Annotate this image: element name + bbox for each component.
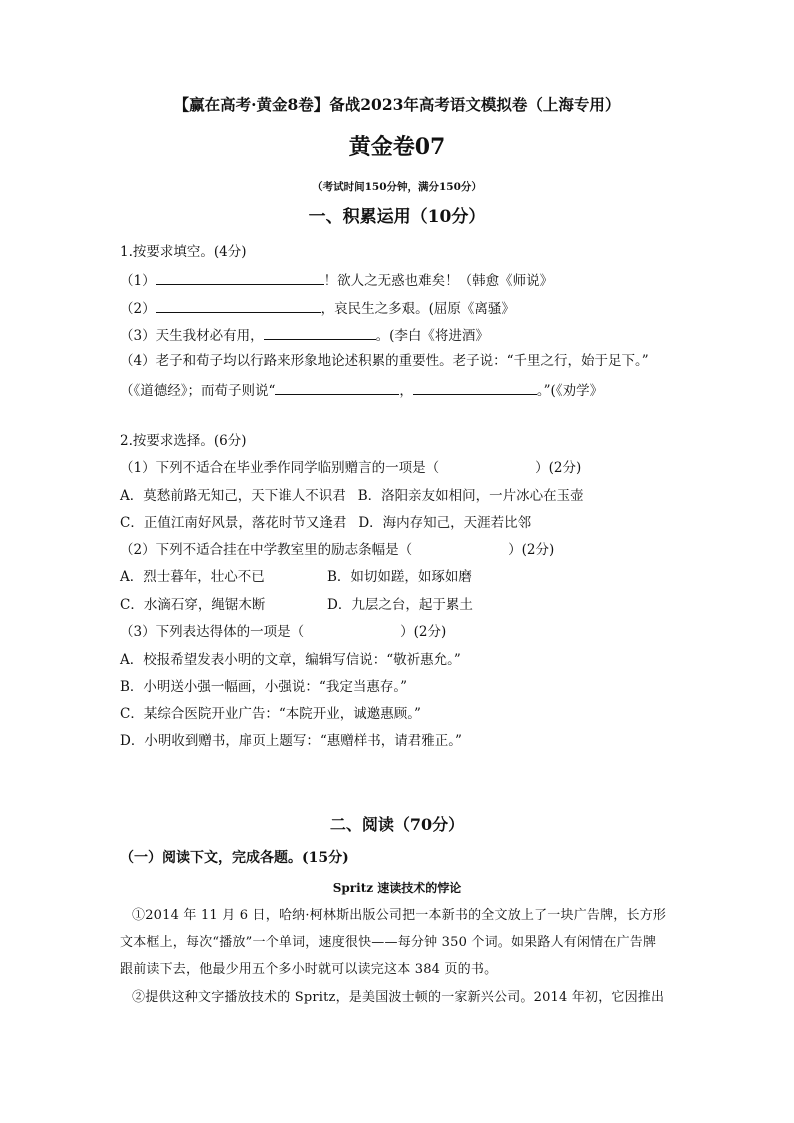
- q2-sub2-option-b: B．如切如蹉，如琢如磨: [327, 569, 472, 585]
- q2-sub1-text: （1）下列不适合在毕业季作同学临别赠言的一项是（: [120, 460, 440, 476]
- q2-sub2-score: ）(2分): [508, 542, 555, 558]
- q2-sub3-option-d: D．小明收到赠书，扉页上题写：“惠赠样书，请君雅正。”: [120, 733, 462, 749]
- q1-item2-text: ，哀民生之多艰。(屈原《离骚》: [320, 301, 515, 317]
- q1-item2-number: （2）: [120, 301, 156, 317]
- article-para2-line1: ②提供这种文字播放技术的 Spritz，是美国波士顿的一家新兴公司。2014 年初，它因推出: [132, 990, 665, 1005]
- q2-sub2-stem: [120, 541, 554, 559]
- q2-sub2-option-a: A．烈士暮年，壮心不已: [120, 569, 265, 585]
- q2-sub3-text: （3）下列表达得体的一项是（: [120, 624, 305, 640]
- q2-sub3-stem: [120, 623, 446, 641]
- q2-sub1-stem: [120, 459, 581, 477]
- q2-sub1-score: ）(2分): [535, 460, 582, 476]
- q2-sub3-option-b: B．小明送小强一幅画，小强说：“我定当惠存。”: [120, 679, 407, 695]
- q2-sub1-row1: [120, 487, 584, 505]
- q1-item4-post: 。”(《劝学》: [536, 383, 604, 399]
- q1-item2: [120, 298, 515, 318]
- q2-sub1-option-a: A．莫愁前路无知己，天下谁人不识君: [120, 488, 346, 504]
- q1-item1-blank[interactable]: [156, 270, 324, 285]
- section1-heading: 一、积累运用（10分）: [308, 207, 486, 227]
- q1-stem: 1.按要求填空。(4分): [120, 244, 247, 260]
- q2-sub2-row1: [120, 568, 472, 586]
- q2-sub2-option-d: D．九层之台，起于累土: [327, 597, 473, 613]
- article-para1-line3: 跟前读下去，他最少用五个多小时就可以读完这本 384 页的书。: [120, 962, 498, 977]
- exam-note: （考试时间150分钟，满分150分）: [312, 181, 482, 193]
- q1-item4-mid: ，: [399, 383, 413, 399]
- q2-sub2-option-c: C．水滴石穿，绳锯木断: [120, 597, 266, 613]
- article-para1-line2: 文本框上，每次“播放”一个单词，速度很快——每分钟 350 个词。如果路人有闲情在广告牌: [120, 935, 657, 950]
- q1-item4-prefix: （《道德经》；而荀子则说“: [120, 383, 276, 399]
- q1-item1: [120, 270, 553, 290]
- q2-sub1-option-b: B．洛阳亲友如相问，一片冰心在玉壶: [357, 488, 584, 504]
- q1-item3: [120, 325, 489, 345]
- exam-title: 黄金卷07: [348, 134, 446, 160]
- q1-item3-text: （3）天生我材必有用，: [120, 328, 264, 344]
- q1-item3-blank[interactable]: [264, 325, 376, 340]
- article-para1-line1: ①2014 年 11 月 6 日，哈纳·柯林斯出版公司把一本新书的全文放上了一块广告牌，长方形: [132, 908, 667, 923]
- q2-sub1-row2: [120, 514, 531, 532]
- q2-sub2-row2: [120, 596, 473, 614]
- q1-item3-tail: 。(李白《将进酒》: [375, 328, 489, 344]
- q1-item1-number: （1）: [120, 273, 156, 289]
- q2-sub1-option-d: D．海内存知己，天涯若比邻: [358, 515, 532, 531]
- q2-sub3-option-c: C．某综合医院开业广告：“本院开业，诚邀惠顾。”: [120, 706, 421, 722]
- q1-item4-blank2[interactable]: [413, 380, 537, 395]
- q1-item4-line2: [120, 380, 603, 400]
- section2-heading: 二、阅读（70分）: [329, 815, 465, 834]
- q2-sub3-score: ）(2分): [400, 624, 447, 640]
- q2-sub2-text: （2）下列不适合挂在中学教室里的励志条幅是（: [120, 542, 413, 558]
- reading-part1-heading: （一）阅读下文，完成各题。(15分): [120, 850, 349, 866]
- q1-item4-blank1[interactable]: [275, 380, 399, 395]
- q2-stem: 2.按要求选择。(6分): [120, 433, 247, 449]
- q2-sub3-option-a: A．校报希望发表小明的文章，编辑写信说：“敬祈惠允。”: [120, 652, 461, 668]
- q1-item4-line1: （4）老子和荀子均以行路来形象地论述积累的重要性。老子说：“千里之行，始于足下。”: [120, 353, 649, 369]
- q1-item2-blank[interactable]: [156, 298, 321, 313]
- q2-sub1-option-c: C．正值江南好风景，落花时节又逢君: [120, 515, 347, 531]
- q1-item1-text: ！欲人之无惑也难矣！（韩愈《师说》: [323, 273, 554, 289]
- exam-header: 【赢在高考·黄金8卷】备战2023年高考语文模拟卷（上海专用）: [173, 95, 621, 114]
- article-title: Spritz 速读技术的悖论: [332, 881, 462, 895]
